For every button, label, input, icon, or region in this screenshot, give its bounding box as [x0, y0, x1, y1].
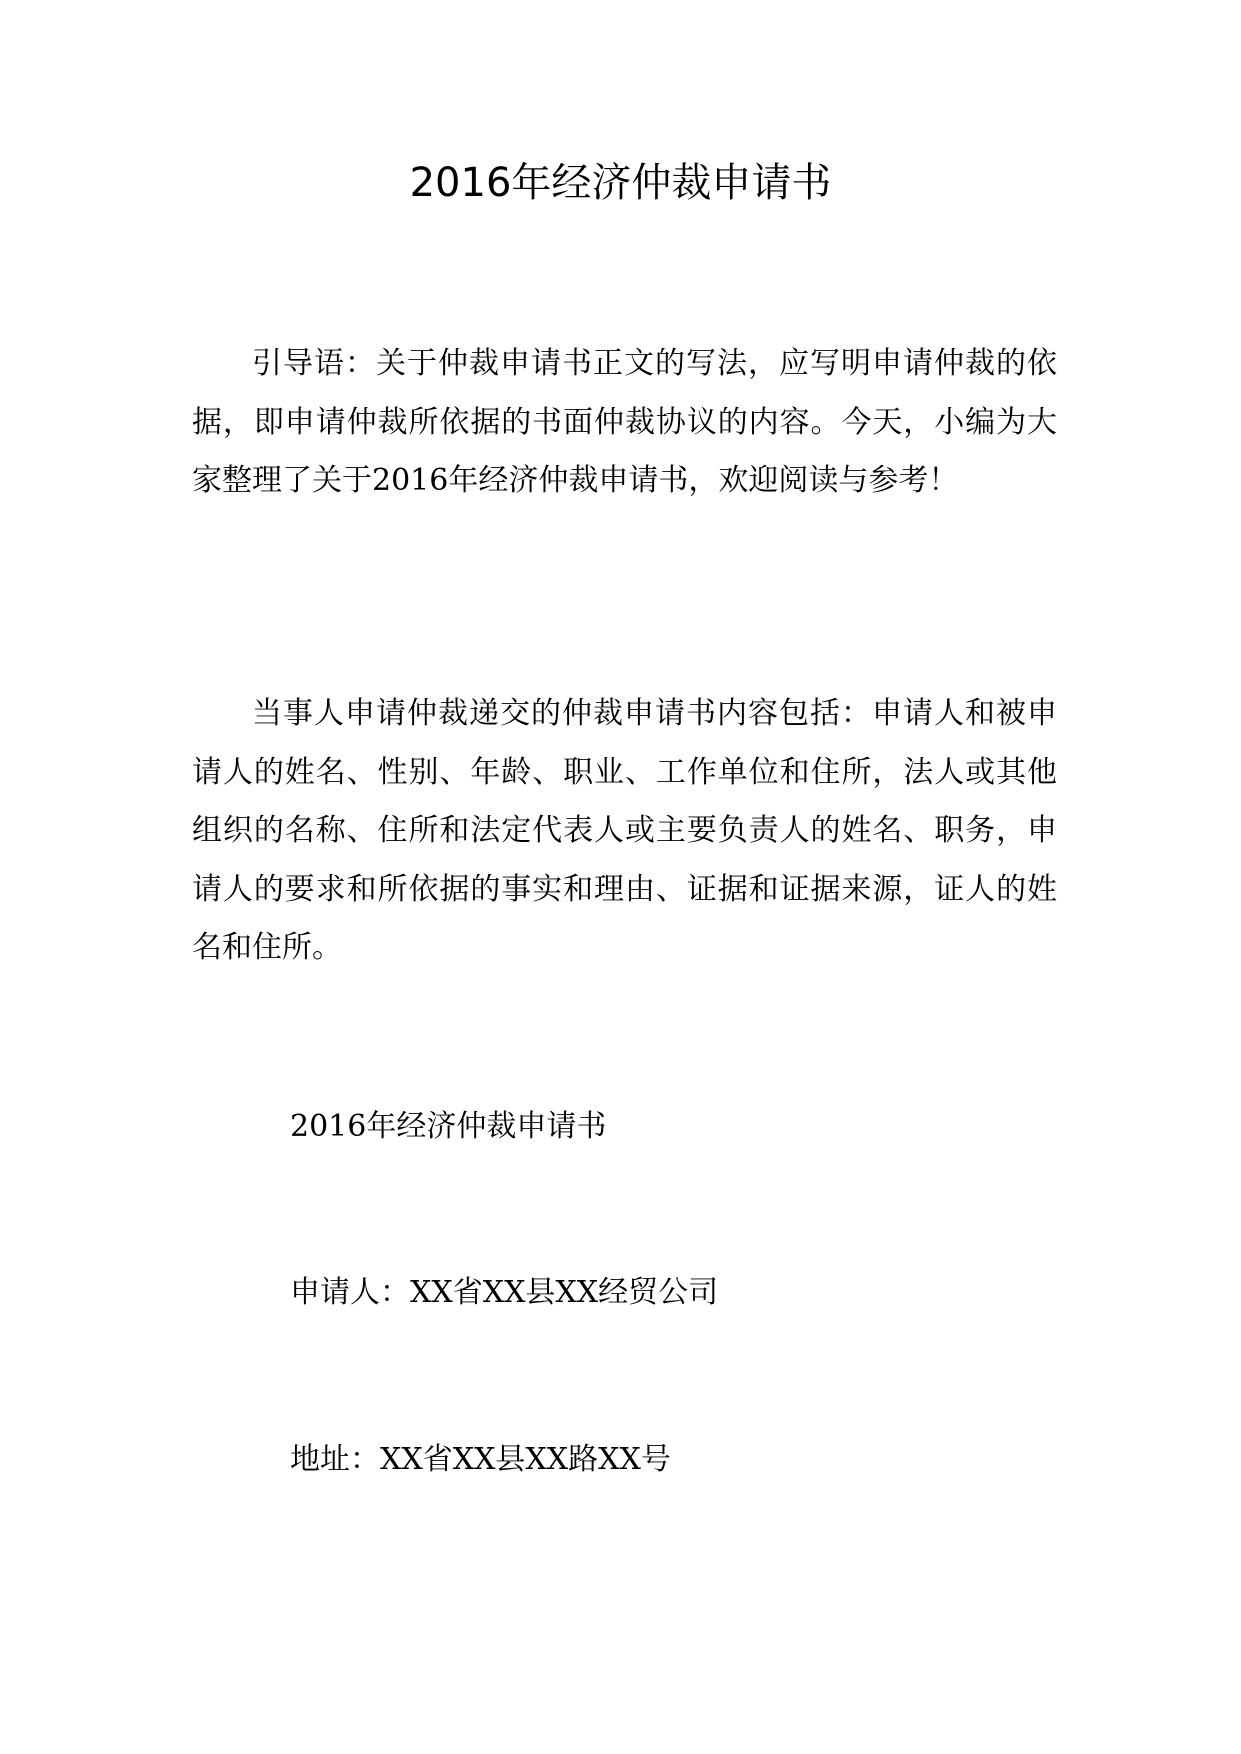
content-description-paragraph: 当事人申请仲裁递交的仲裁申请书内容包括：申请人和被申请人的姓名、性别、年龄、职业、工作单位和住所，法人或其他组织的名称、住所和法定代表人或主要负责人的姓名、职务，申请人的要求和所依据的事实和理由、证据和证据来源，证人的姓名和住所。 — [192, 696, 1057, 965]
subtitle-line: 2016年经济仲裁申请书 — [290, 1109, 607, 1144]
address-line: 地址：XX省XX县XX路XX号 — [290, 1442, 671, 1477]
document-title: 2016年经济仲裁申请书 — [409, 160, 832, 206]
applicant-line: 申请人：XX省XX县XX经贸公司 — [290, 1275, 719, 1310]
intro-paragraph: 引导语：关于仲裁申请书正文的写法，应写明申请仲裁的依据，即申请仲裁所依据的书面仲裁协议的内容。今天，小编为大家整理了关于2016年经济仲裁申请书，欢迎阅读与参考！ — [192, 346, 1057, 498]
